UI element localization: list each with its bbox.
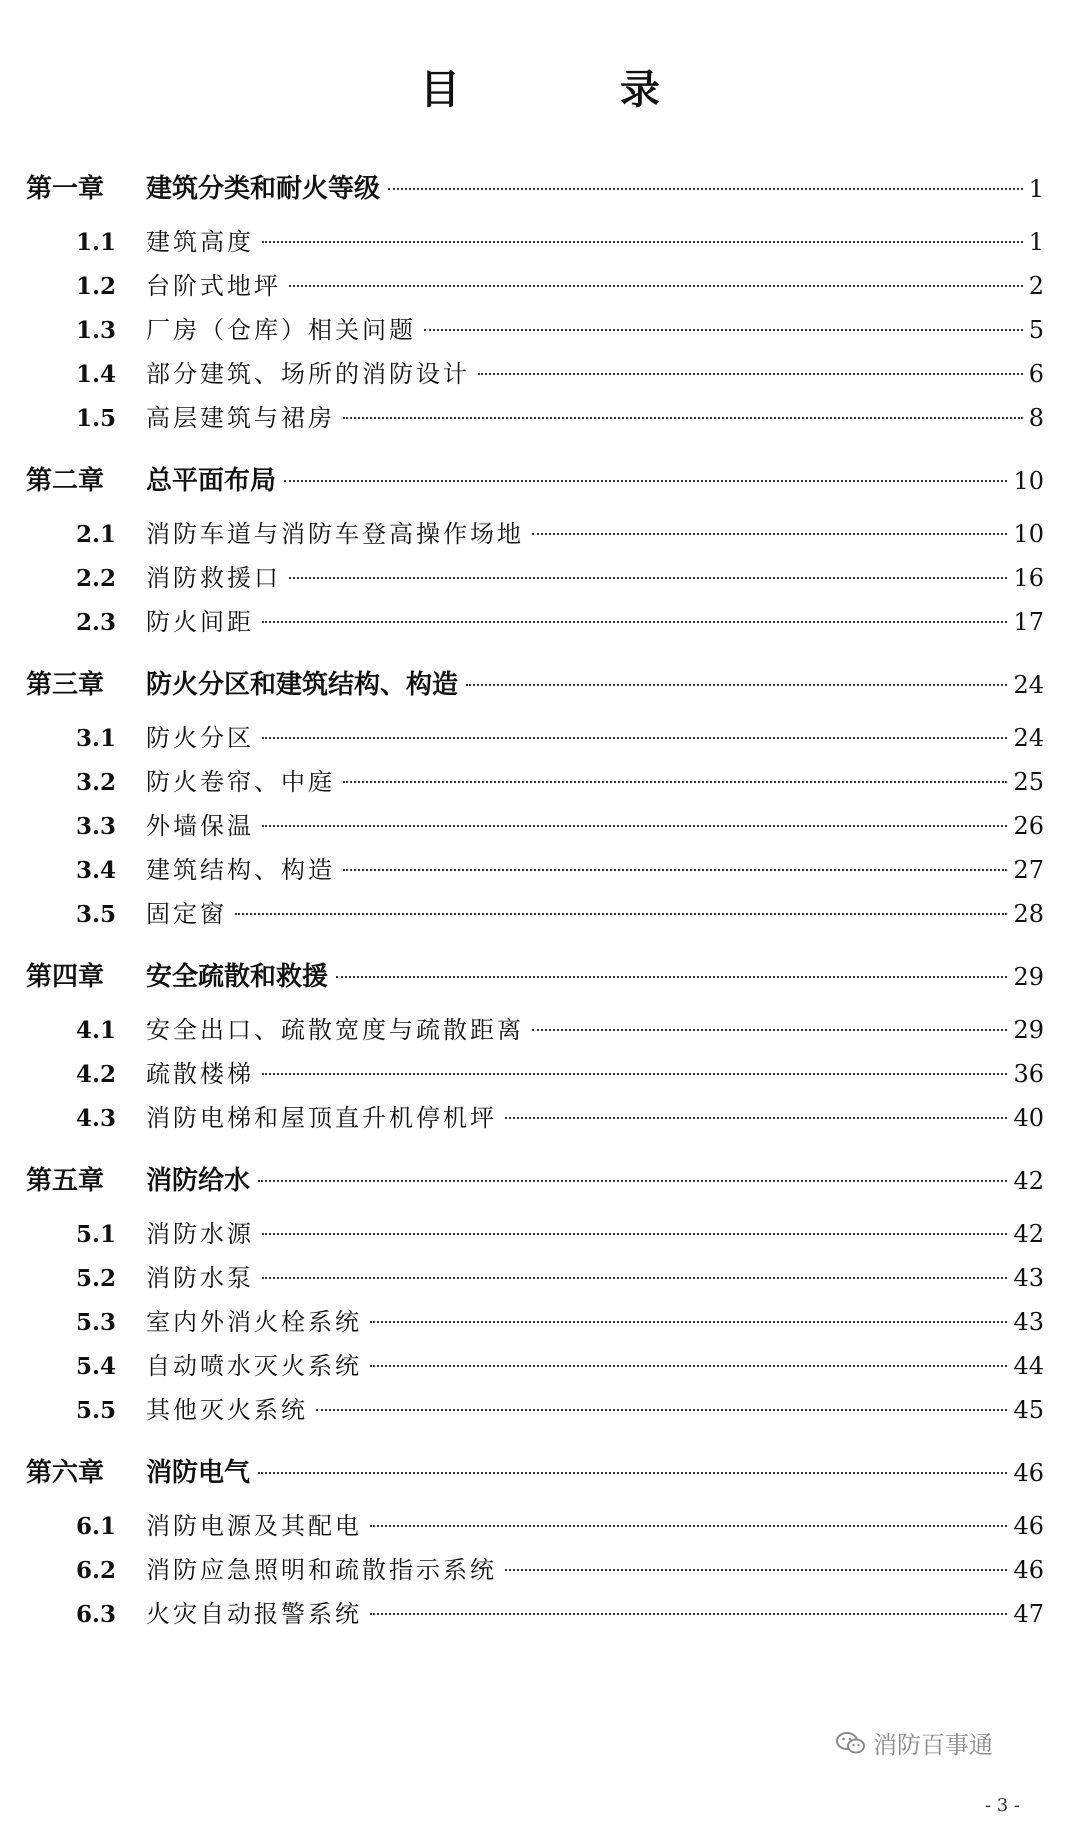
dot-leader bbox=[258, 1180, 1007, 1182]
watermark bbox=[835, 1725, 993, 1760]
section-page-number: 27 bbox=[1013, 856, 1044, 884]
dot-leader bbox=[343, 781, 1007, 783]
dot-leader bbox=[370, 1525, 1007, 1527]
section-number: 3.4 bbox=[76, 857, 117, 884]
section-page-number: 45 bbox=[1013, 1396, 1044, 1424]
wechat-icon bbox=[835, 1731, 867, 1755]
section-title: 消防电源及其配电 bbox=[146, 1512, 362, 1540]
chapter-number: 第六章 bbox=[26, 1458, 105, 1488]
section-number: 4.3 bbox=[76, 1105, 117, 1132]
section-title: 消防水泵 bbox=[146, 1264, 254, 1292]
toc-section[interactable] bbox=[26, 310, 1044, 354]
chapter-number: 第三章 bbox=[26, 670, 105, 700]
section-page-number: 24 bbox=[1013, 724, 1044, 752]
section-title: 防火分区 bbox=[146, 724, 254, 752]
dot-leader bbox=[262, 737, 1007, 739]
section-page-number: 40 bbox=[1013, 1104, 1044, 1132]
dot-leader bbox=[289, 285, 1023, 287]
section-page-number: 25 bbox=[1013, 768, 1044, 796]
section-title: 消防车道与消防车登高操作场地 bbox=[146, 520, 524, 548]
section-number: 5.5 bbox=[76, 1397, 117, 1424]
section-page-number: 5 bbox=[1028, 316, 1044, 344]
chapter-number: 第五章 bbox=[26, 1166, 105, 1196]
section-page-number: 47 bbox=[1013, 1600, 1044, 1628]
toc-section[interactable] bbox=[26, 718, 1044, 762]
toc-chapter[interactable] bbox=[26, 1452, 1044, 1496]
section-number: 1.5 bbox=[76, 405, 117, 432]
chapter-page-number: 29 bbox=[1013, 963, 1044, 991]
dot-leader bbox=[424, 329, 1023, 331]
dot-leader bbox=[532, 533, 1007, 535]
section-page-number: 1 bbox=[1028, 228, 1044, 256]
section-number: 1.4 bbox=[76, 361, 117, 388]
toc-section[interactable] bbox=[26, 894, 1044, 938]
toc-section[interactable] bbox=[26, 1302, 1044, 1346]
section-title: 消防水源 bbox=[146, 1220, 254, 1248]
dot-leader bbox=[505, 1117, 1007, 1119]
toc-section[interactable] bbox=[26, 806, 1044, 850]
section-title: 消防应急照明和疏散指示系统 bbox=[146, 1556, 497, 1584]
dot-leader bbox=[262, 621, 1007, 623]
section-number: 6.3 bbox=[76, 1601, 117, 1628]
dot-leader bbox=[289, 577, 1007, 579]
section-number: 5.1 bbox=[76, 1221, 117, 1248]
toc-section[interactable] bbox=[26, 514, 1044, 558]
section-number: 6.2 bbox=[76, 1557, 117, 1584]
toc-section[interactable] bbox=[26, 1258, 1044, 1302]
toc-section[interactable] bbox=[26, 1214, 1044, 1258]
chapter-page-number: 1 bbox=[1028, 175, 1044, 203]
section-number: 2.1 bbox=[76, 521, 117, 548]
chapter-title: 总平面布局 bbox=[146, 466, 277, 496]
toc-section[interactable] bbox=[26, 1098, 1044, 1142]
watermark-text: 消防百事通 bbox=[873, 1731, 993, 1759]
chapter-title: 消防给水 bbox=[146, 1166, 251, 1196]
dot-leader bbox=[262, 1277, 1007, 1279]
toc-section[interactable] bbox=[26, 762, 1044, 806]
section-title: 室内外消火栓系统 bbox=[146, 1308, 362, 1336]
section-title: 固定窗 bbox=[146, 900, 227, 928]
section-title: 厂房（仓库）相关问题 bbox=[146, 316, 416, 344]
toc-chapter[interactable] bbox=[26, 664, 1044, 708]
dot-leader bbox=[532, 1029, 1007, 1031]
section-number: 5.3 bbox=[76, 1309, 117, 1336]
section-title: 台阶式地坪 bbox=[146, 272, 281, 300]
toc-section[interactable] bbox=[26, 1390, 1044, 1434]
section-number: 1.2 bbox=[76, 273, 117, 300]
chapter-number: 第一章 bbox=[26, 174, 105, 204]
dot-leader bbox=[370, 1365, 1007, 1367]
section-number: 4.1 bbox=[76, 1017, 117, 1044]
section-title: 其他灭火系统 bbox=[146, 1396, 308, 1424]
dot-leader bbox=[478, 373, 1023, 375]
toc-section[interactable] bbox=[26, 1506, 1044, 1550]
dot-leader bbox=[388, 188, 1023, 190]
section-page-number: 36 bbox=[1013, 1060, 1044, 1088]
section-page-number: 2 bbox=[1028, 272, 1044, 300]
toc-section[interactable] bbox=[26, 398, 1044, 442]
section-title: 火灾自动报警系统 bbox=[146, 1600, 362, 1628]
chapter-page-number: 10 bbox=[1013, 467, 1044, 495]
section-number: 1.1 bbox=[76, 229, 117, 256]
section-page-number: 44 bbox=[1013, 1352, 1044, 1380]
footer-page-number: - 3 - bbox=[984, 1795, 1020, 1816]
toc-section[interactable] bbox=[26, 850, 1044, 894]
toc-section[interactable] bbox=[26, 1054, 1044, 1098]
section-page-number: 26 bbox=[1013, 812, 1044, 840]
section-number: 2.3 bbox=[76, 609, 117, 636]
chapter-page-number: 24 bbox=[1013, 671, 1044, 699]
section-title: 防火卷帘、中庭 bbox=[146, 768, 335, 796]
section-title: 消防电梯和屋顶直升机停机坪 bbox=[146, 1104, 497, 1132]
chapter-title: 安全疏散和救援 bbox=[146, 962, 329, 992]
dot-leader bbox=[466, 684, 1007, 686]
section-number: 5.4 bbox=[76, 1353, 117, 1380]
section-number: 3.1 bbox=[76, 725, 117, 752]
section-number: 5.2 bbox=[76, 1265, 117, 1292]
dot-leader bbox=[370, 1321, 1007, 1323]
toc-section[interactable] bbox=[26, 354, 1044, 398]
dot-leader bbox=[235, 913, 1007, 915]
section-page-number: 43 bbox=[1013, 1264, 1044, 1292]
section-page-number: 17 bbox=[1013, 608, 1044, 636]
section-number: 6.1 bbox=[76, 1513, 117, 1540]
dot-leader bbox=[336, 976, 1007, 978]
section-title: 疏散楼梯 bbox=[146, 1060, 254, 1088]
section-page-number: 6 bbox=[1028, 360, 1044, 388]
section-page-number: 10 bbox=[1013, 520, 1044, 548]
section-page-number: 16 bbox=[1013, 564, 1044, 592]
chapter-page-number: 46 bbox=[1013, 1459, 1044, 1487]
section-page-number: 46 bbox=[1013, 1556, 1044, 1584]
chapter-number: 第二章 bbox=[26, 466, 105, 496]
dot-leader bbox=[316, 1409, 1007, 1411]
section-number: 3.2 bbox=[76, 769, 117, 796]
chapter-number: 第四章 bbox=[26, 962, 105, 992]
dot-leader bbox=[343, 417, 1023, 419]
page-title: 目 录 bbox=[420, 66, 720, 113]
section-title: 消防救援口 bbox=[146, 564, 281, 592]
chapter-title: 防火分区和建筑结构、构造 bbox=[146, 670, 459, 700]
section-title: 建筑结构、构造 bbox=[146, 856, 335, 884]
toc-chapter[interactable] bbox=[26, 956, 1044, 1000]
dot-leader bbox=[262, 241, 1023, 243]
section-page-number: 29 bbox=[1013, 1016, 1044, 1044]
section-page-number: 42 bbox=[1013, 1220, 1044, 1248]
chapter-title: 消防电气 bbox=[146, 1458, 251, 1488]
section-page-number: 43 bbox=[1013, 1308, 1044, 1336]
dot-leader bbox=[262, 1233, 1007, 1235]
toc-chapter[interactable] bbox=[26, 1160, 1044, 1204]
section-title: 防火间距 bbox=[146, 608, 254, 636]
section-title: 外墙保温 bbox=[146, 812, 254, 840]
section-number: 3.3 bbox=[76, 813, 117, 840]
dot-leader bbox=[343, 869, 1007, 871]
section-page-number: 28 bbox=[1013, 900, 1044, 928]
dot-leader bbox=[284, 480, 1007, 482]
section-number: 3.5 bbox=[76, 901, 117, 928]
section-title: 部分建筑、场所的消防设计 bbox=[146, 360, 470, 388]
toc-section[interactable] bbox=[26, 1010, 1044, 1054]
section-page-number: 46 bbox=[1013, 1512, 1044, 1540]
section-number: 1.3 bbox=[76, 317, 117, 344]
toc-section[interactable] bbox=[26, 1550, 1044, 1594]
section-page-number: 8 bbox=[1028, 404, 1044, 432]
toc-section[interactable] bbox=[26, 602, 1044, 646]
toc-chapter[interactable] bbox=[26, 168, 1044, 212]
chapter-title: 建筑分类和耐火等级 bbox=[146, 174, 381, 204]
toc-section[interactable] bbox=[26, 558, 1044, 602]
chapter-page-number: 42 bbox=[1013, 1167, 1044, 1195]
dot-leader bbox=[262, 825, 1007, 827]
table-of-contents bbox=[26, 168, 1044, 1638]
toc-section[interactable] bbox=[26, 222, 1044, 266]
section-title: 建筑高度 bbox=[146, 228, 254, 256]
dot-leader bbox=[262, 1073, 1007, 1075]
toc-section[interactable] bbox=[26, 1594, 1044, 1638]
section-number: 4.2 bbox=[76, 1061, 117, 1088]
section-title: 自动喷水灭火系统 bbox=[146, 1352, 362, 1380]
section-number: 2.2 bbox=[76, 565, 117, 592]
dot-leader bbox=[505, 1569, 1007, 1571]
toc-chapter[interactable] bbox=[26, 460, 1044, 504]
toc-section[interactable] bbox=[26, 266, 1044, 310]
section-title: 安全出口、疏散宽度与疏散距离 bbox=[146, 1016, 524, 1044]
dot-leader bbox=[258, 1472, 1007, 1474]
section-title: 高层建筑与裙房 bbox=[146, 404, 335, 432]
dot-leader bbox=[370, 1613, 1007, 1615]
toc-section[interactable] bbox=[26, 1346, 1044, 1390]
